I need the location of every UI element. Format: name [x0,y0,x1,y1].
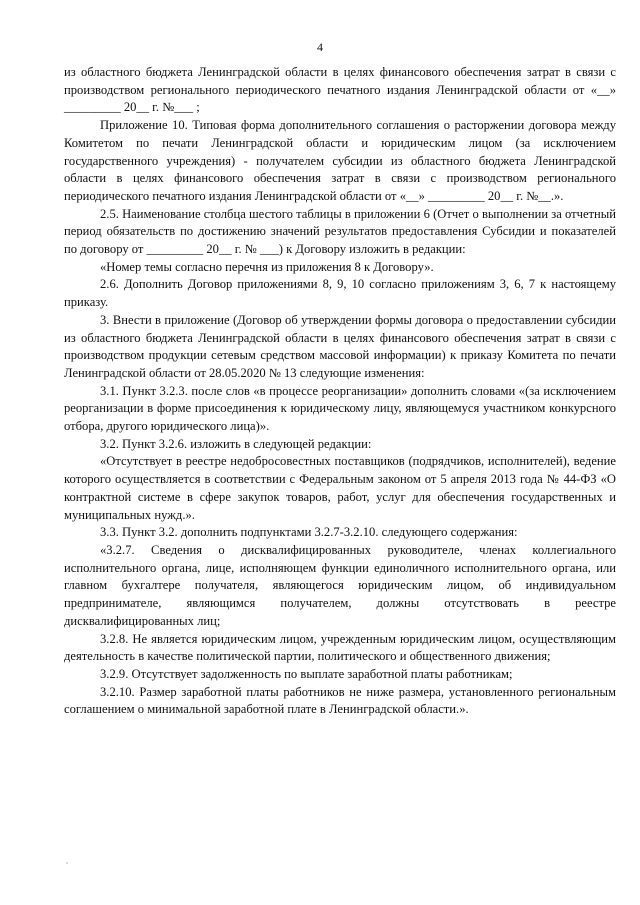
paragraph-2-5-quote: «Номер темы согласно перечня из приложения 8 к Договору». [100,259,434,274]
paragraph-3-1: 3.1. Пункт 3.2.3. после слов «в процессе реорганизации» дополнить словами «(за исключением реорганизации в форме присоединения к юридическому лицу, являющемуся участником конкурсного отбора, другого юридического лица)». [64,383,616,434]
document-body [64,64,616,719]
paragraph-2-6: 2.6. Дополнить Договор приложениями 8, 9, 10 согласно приложениям 3, 6, 7 к настоящему приказу. [64,277,616,310]
page-number: 4 [317,40,323,54]
paragraph-3-2-8: 3.2.8. Не является юридическим лицом, учрежденным юридическим лицом, осуществляющим деятельность в качестве политической партии, политического и общественного движения; [64,631,616,664]
paragraph-3-2-9: 3.2.9. Отсутствует задолженность по выплате заработной платы работникам; [100,666,513,681]
paragraph-cont: из областного бюджета Ленинградской области в целях финансового обеспечения затрат в связи с производством регионального периодического печатного издания Ленинградской области от «__» _________ 20__ г. №___ ; [64,65,616,115]
paragraph-3: 3. Внести в приложение (Договор об утверждении формы договора о предоставлении субсидии из областного бюджета Ленинградской области в целях финансового обеспечения затрат в связи с производством продукции сетевым средством массовой информации) к приказу Комитета по печати Ленинградской области от 28.05.2020 № 13 следующие изменения: [64,312,616,380]
paragraph-3-2-quote: «Отсутствует в реестре недобросовестных поставщиков (подрядчиков, исполнителей), ведение которого осуществляется в соответствии с Федеральным законом от 5 апреля 2013 года № 44-ФЗ «О контрактной системе в сфере закупок товаров, работ, услуг для обеспечения государственных и муниципальных нужд.». [64,454,616,522]
scan-speck [66,862,68,864]
paragraph-appendix-10: Приложение 10. Типовая форма дополнительного соглашения о расторжении договора между Комитетом по печати Ленинградской области и юридическим лицом (за исключением государственного учреждения) - получателем субсидии из областного бюджета Ленинградской области в целях финансового обеспечения затрат в связи с производством регионального периодического печатного издания Ленинградской области от «__» _________ 20__ г. №__.». [64,118,616,203]
paragraph-3-2-10: 3.2.10. Размер заработной платы работников не ниже размера, установленного региональным соглашением о минимальной заработной плате в Ленинградской области.». [64,684,616,717]
paragraph-3-3: 3.3. Пункт 3.2. дополнить подпунктами 3.2.7-3.2.10. следующего содержания: [100,525,518,540]
paragraph-2-5: 2.5. Наименование столбца шестого таблицы в приложении 6 (Отчет о выполнении за отчетный период обязательств по достижению значений результатов предоставления Субсидии и показателей по договору от _________ 20__ г. № ___) к Договору изложить в редакции: [64,206,616,257]
paragraph-3-2: 3.2. Пункт 3.2.6. изложить в следующей редакции: [100,436,372,451]
paragraph-3-2-7: «3.2.7. Сведения о дисквалифицированных руководителе, членах коллегиального исполнительного органа, лице, исполняющем функции единоличного исполнительного органа, или главном бухгалтере получателя, являющегося юридическим лицом, об индивидуальном предпринимателе, являющимся получателем, должны отсутствовать в реестре дисквалифицированных лиц; [64,542,616,628]
